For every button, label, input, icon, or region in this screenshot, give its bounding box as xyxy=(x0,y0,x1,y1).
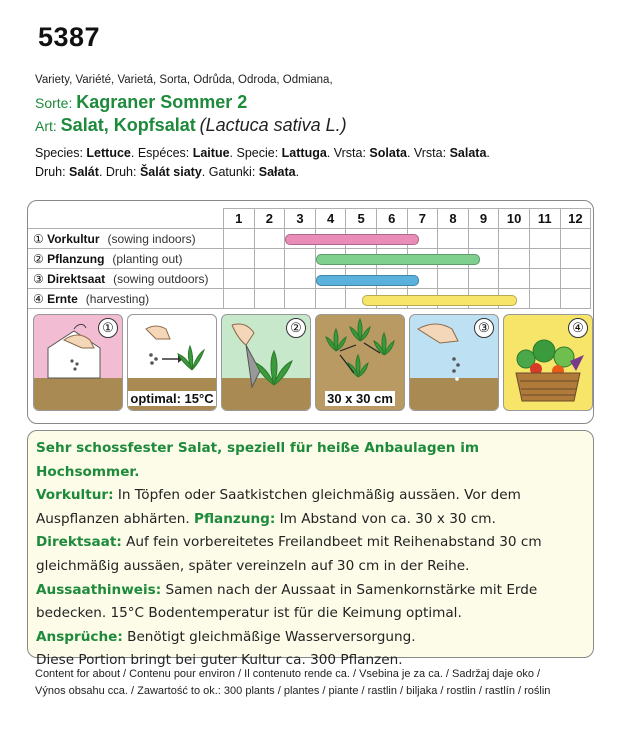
month-cell xyxy=(468,269,499,289)
step-english: (sowing indoors) xyxy=(107,231,196,246)
pflanzung-text: Im Abstand von ca. 30 x 30 cm. xyxy=(275,510,496,527)
calendar-corner xyxy=(28,209,224,229)
month-cell xyxy=(499,269,530,289)
month-header: 2 xyxy=(254,209,285,229)
calendar-bar-direktsaat xyxy=(316,275,419,286)
step-label xyxy=(28,269,224,289)
hinweis-label: Aussaathinweis: xyxy=(36,581,162,598)
description-box xyxy=(27,430,594,669)
species-lang-label: Druh: xyxy=(35,165,70,179)
month-cell xyxy=(529,289,560,309)
art-label: Art: xyxy=(35,118,57,134)
instruction-picture-1 xyxy=(33,314,123,411)
sowing-calendar xyxy=(27,200,594,424)
step-number-badge: ① xyxy=(98,318,118,338)
species-name: Salat, Kopfsalat xyxy=(60,115,196,135)
instruction-picture-4 xyxy=(315,314,405,411)
sorte-label: Sorte: xyxy=(35,95,73,111)
step-number-badge: ② xyxy=(286,318,306,338)
pflanzung-label: Pflanzung: xyxy=(194,510,276,527)
month-header: 4 xyxy=(315,209,346,229)
month-cell xyxy=(285,289,316,309)
month-cell xyxy=(224,249,255,269)
month-cell xyxy=(529,269,560,289)
step-english: (planting out) xyxy=(112,251,183,266)
species-lang-label: Espéces: xyxy=(137,146,193,160)
species-lang-value: Lettuce xyxy=(86,146,131,160)
footer-line-1: Content for about / Contenu pour environ / Il contenuto rende ca. / Vsebina je za ca. / Sadržaj daje oko / xyxy=(35,668,541,680)
month-cell xyxy=(224,289,255,309)
footer xyxy=(35,666,595,700)
month-header: 9 xyxy=(468,209,499,229)
calendar-bar-pflanzung xyxy=(316,254,480,265)
species-lang-label: Vrsta: xyxy=(413,146,450,160)
step-number: ① xyxy=(33,231,48,246)
step-number: ④ xyxy=(33,291,48,306)
month-cell xyxy=(529,229,560,249)
month-cell xyxy=(438,269,469,289)
instruction-picture-6 xyxy=(503,314,593,411)
month-cell xyxy=(499,249,530,269)
step-number: ② xyxy=(33,251,48,266)
step-name: Direktsaat xyxy=(47,271,106,286)
instruction-picture-2 xyxy=(127,314,217,411)
step-number-badge: ④ xyxy=(568,318,588,338)
month-cell xyxy=(438,229,469,249)
instruction-picture-5 xyxy=(409,314,499,411)
species-lang-value: Salata xyxy=(449,146,487,160)
month-header: 11 xyxy=(529,209,560,229)
month-header: 8 xyxy=(438,209,469,229)
step-label xyxy=(28,229,224,249)
headline: Sehr schossfester Salat, speziell für heiße Anbaulagen im Hochsommer. xyxy=(36,440,480,480)
vorkultur-text: In Töpfen oder Saatkistchen gleichmäßig aussäen. Vor dem Auspflanzen abhärten. xyxy=(36,487,521,527)
step-number: ③ xyxy=(33,271,48,286)
picture-caption-text: 30 x 30 cm xyxy=(327,391,393,406)
month-cell xyxy=(285,249,316,269)
vorkultur-label: Vorkultur: xyxy=(36,487,114,504)
hinweis-text: Samen nach der Aussaat in Samenkornstärke mit Erde bedecken. 15°C Bodentemperatur ist für die Keimung optimal. xyxy=(36,581,538,622)
species-lang-label: Species: xyxy=(35,146,87,160)
month-cell xyxy=(529,249,560,269)
month-cell xyxy=(224,269,255,289)
step-name: Vorkultur xyxy=(47,231,100,246)
month-cell xyxy=(499,229,530,249)
month-header: 1 xyxy=(224,209,255,229)
direktsaat-paragraph xyxy=(36,531,586,578)
calendar-bar-vorkultur xyxy=(285,234,419,245)
month-cell xyxy=(315,289,346,309)
step-name: Pflanzung xyxy=(47,251,105,266)
step-label xyxy=(28,249,224,269)
direktsaat-text: Auf fein vorbereitetes Freilandbeet mit Reihenabstand 30 cm gleichmäßig aussäen, später vereinzeln auf 30 cm in der Reihe. xyxy=(36,534,542,574)
latin-name: (Lactuca sativa L.) xyxy=(199,115,347,135)
direktsaat-label: Direktsaat: xyxy=(36,534,122,551)
month-cell xyxy=(468,229,499,249)
step-label xyxy=(28,289,224,309)
species-lang-value: Šalát siaty xyxy=(139,165,202,179)
step-english: (sowing outdoors) xyxy=(113,271,209,286)
step-number-badge: ③ xyxy=(474,318,494,338)
month-header: 10 xyxy=(499,209,530,229)
species-lang-value: Lattuga xyxy=(281,146,327,160)
portion-text: Diese Portion bringt bei guter Kultur ca. 300 Pflanzen. xyxy=(36,652,403,669)
month-header: 3 xyxy=(285,209,316,229)
variety-name-line xyxy=(35,92,247,113)
species-lang-value: Sałata xyxy=(258,165,296,179)
instruction-picture-3 xyxy=(221,314,311,411)
month-cell xyxy=(560,229,591,249)
vorkultur-paragraph xyxy=(36,484,586,531)
species-lang-label: Specie: xyxy=(236,146,282,160)
hinweis-paragraph xyxy=(36,579,586,626)
picture-caption-text: optimal: 15°C xyxy=(130,391,214,406)
calendar-row xyxy=(28,269,591,289)
footer-line-2: Výnos obsahu cca. / Zawartość to ok.: 300 plants / plantes / piante / rastlin / biljaka / rostlin / rastlín / roślin xyxy=(35,685,551,697)
species-lang-value: Laitue xyxy=(192,146,230,160)
month-cell xyxy=(254,269,285,289)
picture-caption xyxy=(316,391,404,406)
picture-caption xyxy=(128,391,216,406)
month-cell xyxy=(560,249,591,269)
variety-languages-line: Variety, Variété, Varietá, Sorta, Odrůda, Odroda, Odmiana, xyxy=(35,74,333,86)
species-lang-label: Vrsta: xyxy=(333,146,370,160)
species-translations-1: Species: Lettuce. Espéces: Laitue. Specie: Lattuga. Vrsta: Solata. Vrsta: Salata. xyxy=(35,146,490,160)
month-header: 12 xyxy=(560,209,591,229)
species-lang-label: Gatunki: xyxy=(208,165,259,179)
month-cell xyxy=(560,289,591,309)
month-cell xyxy=(254,249,285,269)
month-cell xyxy=(224,229,255,249)
month-cell xyxy=(254,229,285,249)
calendar-row xyxy=(28,249,591,269)
calendar-table xyxy=(28,208,591,309)
month-cell xyxy=(285,269,316,289)
species-lang-value: Solata xyxy=(369,146,407,160)
species-name-line xyxy=(35,115,347,136)
month-cell xyxy=(560,269,591,289)
step-english: (harvesting) xyxy=(85,291,150,306)
step-name: Ernte xyxy=(47,291,78,306)
month-cell xyxy=(254,289,285,309)
species-lang-value: Salát xyxy=(69,165,99,179)
month-header: 6 xyxy=(376,209,407,229)
ansprueche-label: Ansprüche: xyxy=(36,628,123,645)
variety-name: Kagraner Sommer 2 xyxy=(76,92,248,112)
month-header: 7 xyxy=(407,209,438,229)
calendar-bar-ernte xyxy=(362,295,517,306)
species-translations-2: Druh: Salát. Druh: Šalát siaty. Gatunki: Sałata. xyxy=(35,165,300,179)
product-code: 5387 xyxy=(38,22,101,52)
month-header: 5 xyxy=(346,209,377,229)
ansprueche-text: Benötigt gleichmäßige Wasserversorgung. xyxy=(122,628,416,645)
species-lang-label: Druh: xyxy=(105,165,140,179)
ansprueche-paragraph xyxy=(36,626,586,650)
